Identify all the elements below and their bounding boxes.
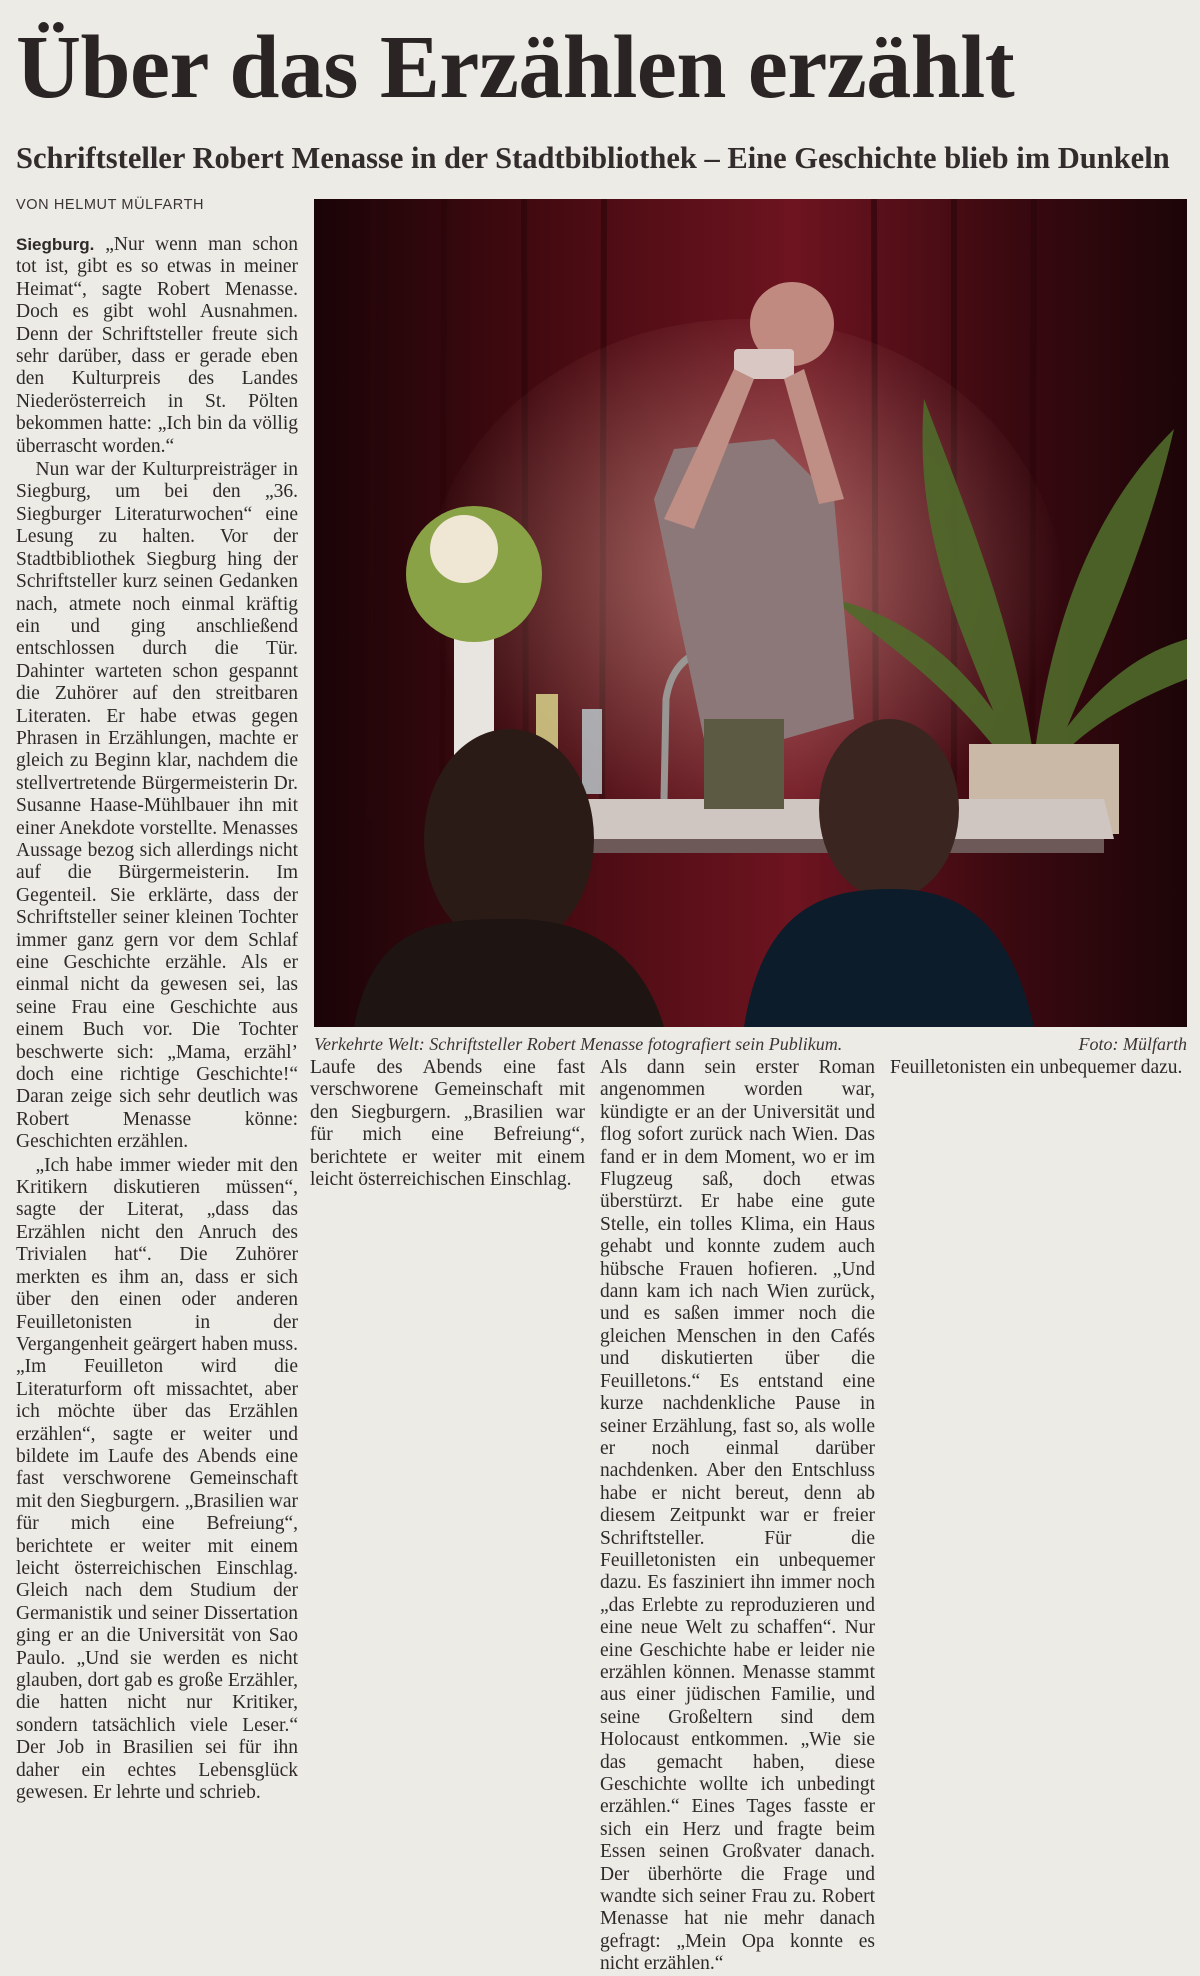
photo-caption-bar: [314, 1032, 1187, 1056]
paragraph-2: Nun war der Kulturpreisträger in Siegburg, um bei den „36. Siegburger Literaturwochen“ eine Lesung zu halten. Vor der Stadtbibliothek Siegburg hing der Schriftsteller kurz seinen Gedanken nach, atmete noch einmal kräftig ein und ging anschließend entschlossen durch die Tür. Dahinter warteten schon gespannt die Zuhörer auf den streitbaren Literaten. Er habe etwas gegen Phrasen in Erzählungen, machte er gleich zu Beginn klar, nachdem die stellvertretende Bürgermeisterin Dr. Susanne Haase-Mühlbauer ihn mit einer Anekdote vorstellte. Menasses Aussage bezog sich allerdings nicht auf die Bürgermeisterin. Im Gegenteil. Sie erklärte, dass der Schriftsteller seiner kleinen Tochter immer ganz gern vor dem Schlaf eine Geschichte erzähle. Als er einmal nicht da gewesen sei, las seine Frau eine Geschichte aus einem Buch vor. Die Tochter beschwerte sich: „Mama, erzähl’ doch eine richtige Geschichte!“ Daran zeige sich sehr deutlich was Robert Menasse könne: Geschichten erzählen.: [16, 459, 298, 1153]
paragraph-3: „Ich habe immer wieder mit den Kritikern diskutieren müssen“, sagte der Literat, „dass das Erzählen nicht den Anruch des Trivialen hat“. Die Zuhörer merkten es ihm an, dass er sich über den einen oder anderen Feuilletonisten in der Vergangenheit geärgert haben muss. „Im Feuilleton wird die Literaturform oft missachtet, aber ich möchte über das Erzählen erzählen“, sagte er weiter und bildete im Laufe des Abends eine fast verschworene Gemeinschaft mit den Siegburgern. „Brasilien war für mich eine Befreiung“, berichtete er weiter mit einem leicht österreichischen Einschlag. Gleich nach dem Studium der Germanistik und seiner Dissertation ging er an die Universität von Sao Paulo. „Und sie werden es nicht glauben, dort gab es große Erzähler, die hatten nicht nur Kritiker, sondern tatsächlich viele Leser.“ Der Job in Brasilien sei für ihn daher ein echtes Lebensglück gewesen. Er lehrte und schrieb.: [16, 1154, 298, 1804]
article-column-3: [600, 1057, 875, 1975]
byline: VON HELMUT MÜLFARTH: [16, 197, 205, 213]
paragraph-4: Als dann sein erster Roman angenommen worden war, kündigte er an der Universität und flog sofort zurück nach Wien. Das fand er in dem Moment, wo er im Flugzeug saß, doch etwas überstürzt. Er habe eine gute Stelle, ein tolles Klima, ein Haus gehabt und konnte zudem auch hübsche Frauen hofieren. „Und dann kam ich nach Wien zurück, und es saßen immer noch die gleichen Menschen in den Cafés und diskutierten über die Feuilletons.“ Es entstand eine kurze nachdenkliche Pause in seiner Erzählung, fast so, als wolle er noch einmal darüber nachdenken. Aber den Entschluss habe er nicht bereut, denn ab diesem Zeitpunkt war er freier Schriftsteller. Für die Feuilletonisten ein unbequemer dazu. Es fasziniert ihn immer noch „das Erlebte zu reproduzieren und eine neue Welt zu schaffen“. Nur eine Geschichte habe er leider nie erzählen können. Menasse stammt aus einer jüdischen Familie, und seine Großeltern sind dem Holocaust entkommen. „Wie sie das gemacht haben, diese Geschichte wollte ich unbedingt erzählen.“ Eines Tages fasste er sich ein Herz und fragte beim Essen seinen Großvater danach. Der überhörte die Frage und wandte sich seiner Frau zu. Robert Menasse hat nie mehr danach gefragt: „Mein Opa konnte es nicht erzählen.“: [600, 1057, 875, 1975]
article-photo: [314, 199, 1187, 1027]
photo-stage-scene: [314, 199, 1187, 1027]
photo-caption: Verkehrte Welt: Schriftsteller Robert Menasse fotografiert sein Publikum.: [314, 1034, 843, 1054]
article-column-4: [890, 1057, 1193, 1527]
paragraph-1-text: „Nur wenn man schon tot ist, gibt es so etwas in meiner Heimat“, sagte Robert Menasse. Doch es gibt wohl Ausnahmen. Denn der Schriftsteller freute sich sehr darüber, dass er gerade eben den Kulturpreis des Landes Niederösterreich in St. Pölten bekommen hatte: „Ich bin da völlig überrascht worden.“: [16, 234, 298, 457]
dateline: Siegburg.: [16, 235, 95, 254]
paragraph-1: [16, 234, 298, 458]
photo-credit: Foto: Mülfarth: [1078, 1034, 1187, 1054]
subheadline: Schriftsteller Robert Menasse in der Stadtbibliothek – Eine Geschichte blieb im Dunkeln: [16, 141, 1170, 175]
paragraph-3-continued: Laufe des Abends eine fast verschworene Gemeinschaft mit den Siegburgern. „Brasilien war für mich eine Befreiung“, berichtete er weiter mit einem leicht österreichischen Einschlag.: [310, 1057, 585, 1191]
headline: Über das Erzählen erzählt: [16, 18, 1015, 117]
paragraph-4-continued: Feuilletonisten ein unbequemer dazu.: [890, 1057, 1183, 1078]
article-column-1: [16, 234, 298, 1804]
article-column-2: [310, 1057, 585, 1527]
